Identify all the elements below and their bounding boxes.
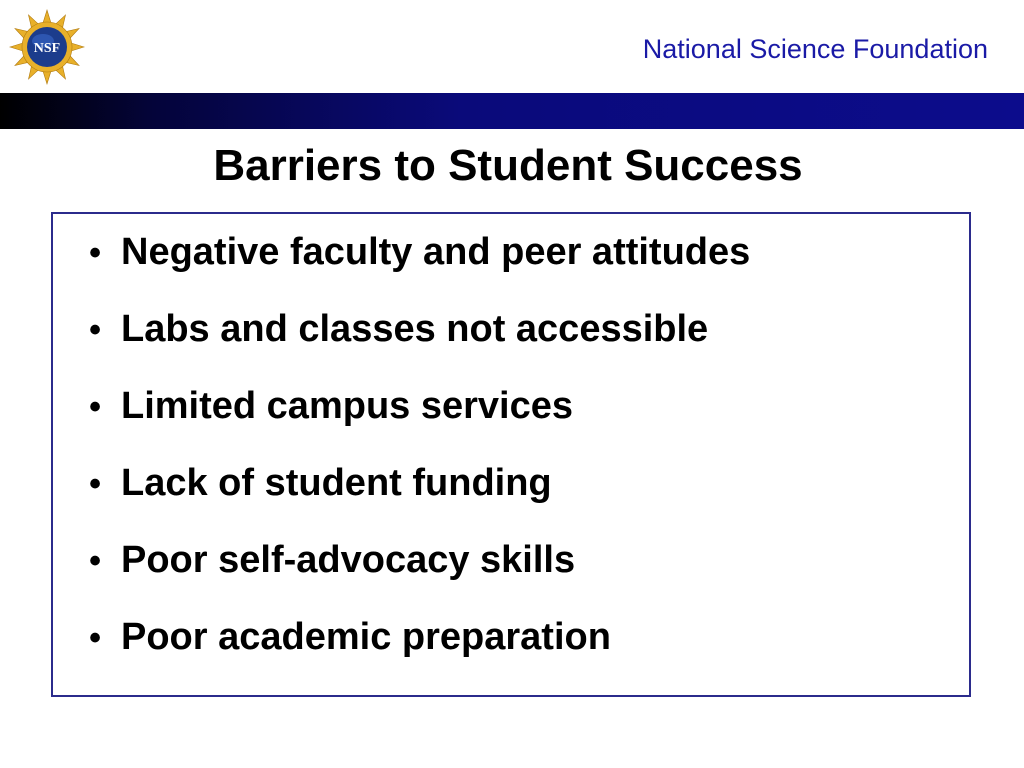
bullet-text: Labs and classes not accessible: [121, 308, 709, 350]
nsf-logo-icon: [8, 8, 86, 86]
bullet-dot: •: [89, 542, 101, 580]
bullet-list: [53, 228, 969, 690]
org-name: National Science Foundation: [642, 34, 988, 64]
bullet-dot: •: [89, 388, 101, 426]
bullet-text: Limited campus services: [121, 385, 573, 427]
content-box: [51, 212, 971, 697]
bullet-text: Poor academic preparation: [121, 616, 611, 658]
bullet-item: [53, 305, 969, 382]
nsf-logo: [8, 8, 86, 86]
bullet-dot: •: [89, 619, 101, 657]
bullet-dot: •: [89, 234, 101, 272]
bullet-item: [53, 382, 969, 459]
bullet-dot: •: [89, 465, 101, 503]
bullet-dot: •: [89, 311, 101, 349]
bullet-text: Negative faculty and peer attitudes: [121, 231, 751, 273]
logo-text: NSF: [33, 41, 61, 56]
bullet-item: [53, 228, 969, 305]
header-bar: [0, 93, 1024, 129]
bullet-item: [53, 459, 969, 536]
bullet-text: Poor self-advocacy skills: [121, 539, 576, 581]
bullet-text: Lack of student funding: [121, 462, 552, 504]
bullet-item: [53, 613, 969, 690]
bullet-item: [53, 536, 969, 613]
slide-title: Barriers to Student Success: [213, 141, 803, 190]
